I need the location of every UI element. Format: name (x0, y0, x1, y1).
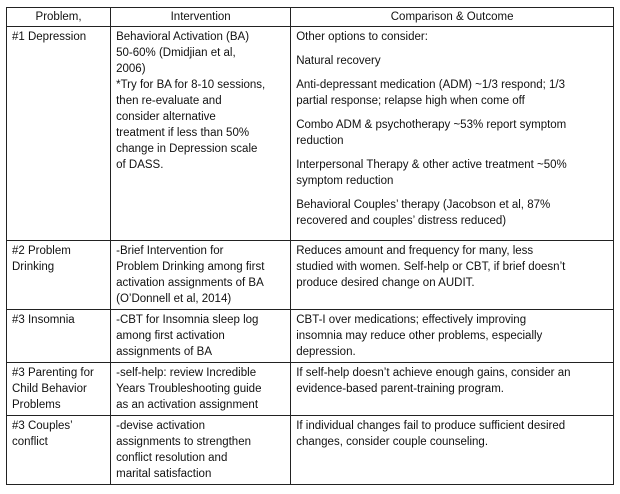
header-row (7, 8, 614, 27)
header-problem: Problem, (7, 8, 111, 27)
intervention-line: consider alternative (116, 111, 216, 123)
intervention-line: among first activation (116, 330, 225, 342)
intervention-line: Problem Drinking among first (116, 261, 265, 273)
header-intervention: Intervention (111, 8, 291, 27)
outcome-line: Reduces amount and frequency for many, less (296, 245, 534, 257)
outcome-cell (291, 241, 614, 310)
outcome-line: changes, consider couple counseling. (296, 436, 489, 448)
intervention-line: -Brief Intervention for (116, 245, 224, 257)
intervention-line: -devise activation (116, 420, 205, 432)
outcome-line: If self-help doesn’t achieve enough gains, consider an (296, 367, 571, 379)
outcome-option (296, 77, 608, 109)
outcome-line: Anti-depressant medication (ADM) ~1/3 respond; 1/3 (296, 79, 566, 91)
intervention-line: change in Depression scale (116, 143, 258, 155)
intervention-cell (111, 310, 291, 363)
outcome-line: depression. (296, 346, 356, 358)
outcome-line: Natural recovery (296, 55, 381, 67)
problem-line: conflict (12, 436, 48, 448)
problem-line: #3 Insomnia (12, 314, 75, 326)
outcome-line: insomnia may reduce other problems, especially (296, 330, 543, 342)
outcome-cell (291, 27, 614, 241)
outcome-line: CBT-I over medications; effectively improving (296, 314, 527, 326)
intervention-line: 2006) (116, 63, 146, 75)
intervention-line: conflict resolution and (116, 452, 228, 464)
intervention-cell (111, 27, 291, 241)
intervention-cell (111, 241, 291, 310)
intervention-line: activation assignments of BA (116, 277, 264, 289)
outcome-line: recovered and couples’ distress reduced) (296, 215, 507, 227)
outcome-intro: Other options to consider: (296, 31, 428, 43)
intervention-line: marital satisfaction (116, 468, 212, 480)
outcome-option (296, 157, 608, 189)
intervention-line: of DASS. (116, 159, 164, 171)
outcome-line: studied with women. Self-help or CBT, if brief doesn’t (296, 261, 566, 273)
intervention-cell (111, 363, 291, 416)
table-row-insomnia (7, 310, 614, 363)
problem-line: #3 Parenting for (12, 367, 94, 379)
intervention-line: Years Troubleshooting guide (116, 383, 262, 395)
intervention-line: as an activation assignment (116, 399, 259, 411)
problem-line: Problems (12, 399, 61, 411)
outcome-line: Interpersonal Therapy & other active treatment ~50% (296, 159, 567, 171)
problem-cell (7, 27, 111, 241)
table-row-depression (7, 27, 614, 241)
intervention-line: assignments to strengthen (116, 436, 251, 448)
intervention-line: then re-evaluate and (116, 95, 222, 107)
table-row-couples (7, 416, 614, 485)
outcome-cell (291, 416, 614, 485)
outcome-line: partial response; relapse high when come off (296, 95, 525, 107)
outcome-line: produce desired change on AUDIT. (296, 277, 475, 289)
table-row-parenting (7, 363, 614, 416)
problem-line: Drinking (12, 261, 55, 273)
intervention-cell (111, 416, 291, 485)
problem-line: #3 Couples’ (12, 420, 73, 432)
intervention-line: *Try for BA for 8-10 sessions, (116, 79, 266, 91)
outcome-line: reduction (296, 135, 344, 147)
treatment-table (6, 7, 614, 485)
intervention-line: assignments of BA (116, 346, 212, 358)
problem-cell (7, 363, 111, 416)
problem-cell (7, 241, 111, 310)
intervention-line: Behavioral Activation (BA) (116, 31, 250, 43)
problem-cell (7, 310, 111, 363)
outcome-line: symptom reduction (296, 175, 394, 187)
intervention-line: (O’Donnell et al, 2014) (116, 293, 232, 305)
intervention-line: -self-help: review Incredible (116, 367, 257, 379)
problem-line: #2 Problem (12, 245, 71, 257)
intervention-line: 50-60% (Dmidjian et al, (116, 47, 236, 59)
problem-cell (7, 416, 111, 485)
problem-line: #1 Depression (12, 31, 87, 43)
intervention-line: treatment if less than 50% (116, 127, 250, 139)
header-outcome: Comparison & Outcome (291, 8, 614, 27)
outcome-option (296, 117, 608, 149)
intervention-line: -CBT for Insomnia sleep log (116, 314, 259, 326)
outcome-line: Behavioral Couples’ therapy (Jacobson et al, 87% (296, 199, 551, 211)
outcome-line: Combo ADM & psychotherapy ~53% report symptom (296, 119, 567, 131)
outcome-option (296, 197, 608, 229)
outcome-line: evidence-based parent-training program. (296, 383, 504, 395)
outcome-cell (291, 363, 614, 416)
table-row-drinking (7, 241, 614, 310)
outcome-option (296, 53, 608, 69)
outcome-cell (291, 310, 614, 363)
problem-line: Child Behavior (12, 383, 87, 395)
outcome-line: If individual changes fail to produce sufficient desired (296, 420, 566, 432)
